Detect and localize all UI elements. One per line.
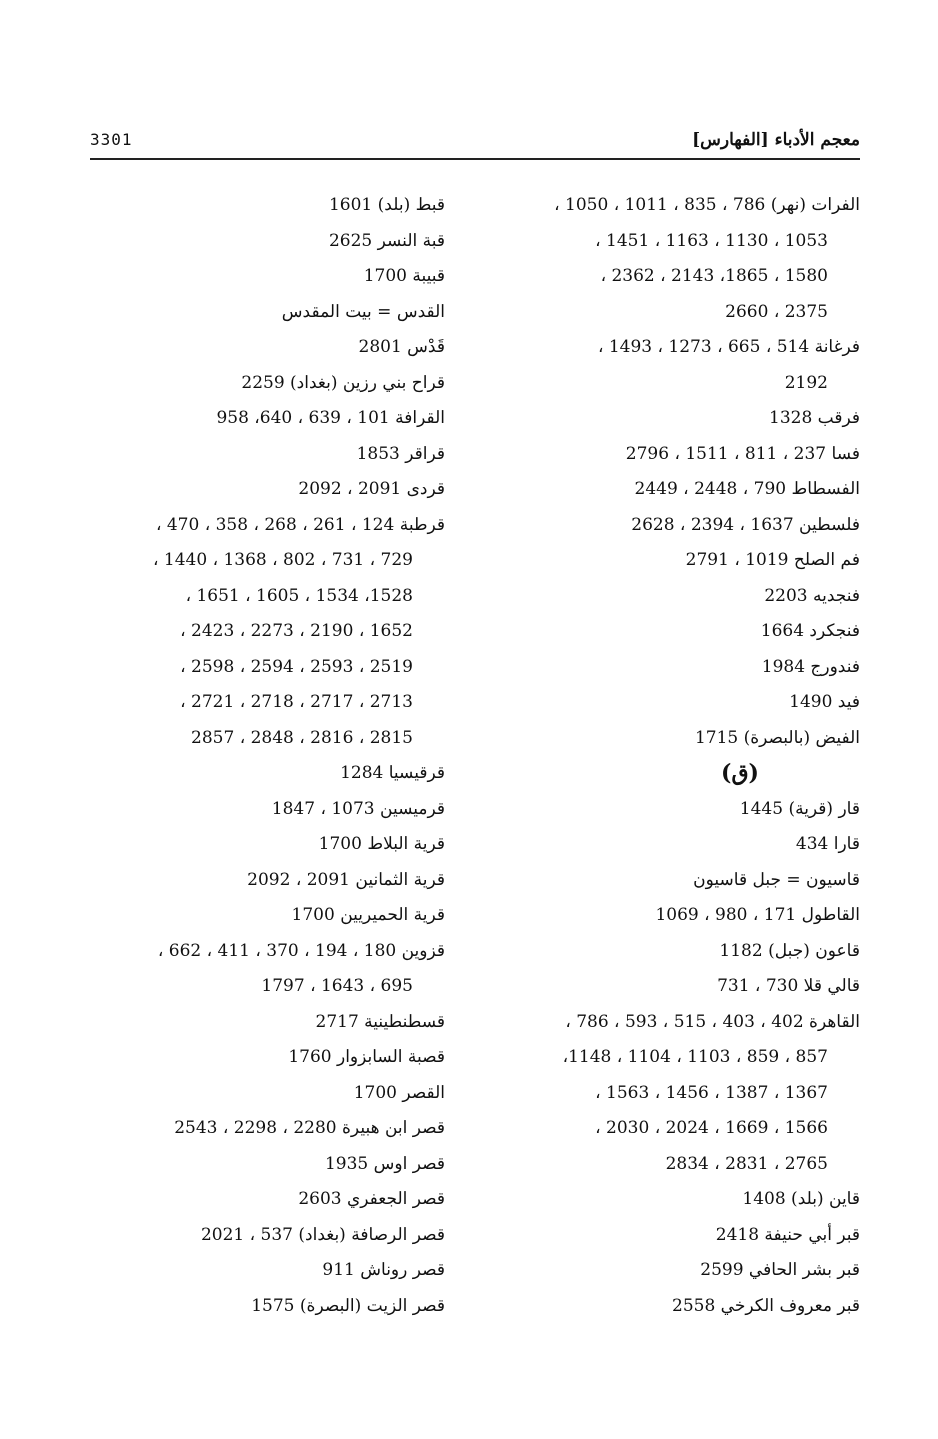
index-entry: قصر الزيت (البصرة) 1575 bbox=[251, 1295, 445, 1316]
index-entry: قصر ابن هبيرة 2280 ، 2298 ، 2543 bbox=[174, 1118, 445, 1138]
index-entry: قبط (بلد) 1601 bbox=[328, 195, 445, 215]
index-entry: القاطول 171 ، 980 ، 1069 bbox=[655, 905, 860, 925]
index-entry: قاعون (جبل) 1182 bbox=[719, 940, 860, 961]
index-entry: قسطنطينية 2717 bbox=[315, 1011, 445, 1032]
index-column-left bbox=[75, 188, 445, 1324]
index-entry: قبر بشر الحافي 2599 bbox=[700, 1260, 860, 1280]
index-entry-continuation: 2375 ، 2660 bbox=[725, 301, 828, 322]
index-entry: قبر أبي حنيفة 2418 bbox=[715, 1224, 860, 1245]
book-title: معجم الأدباء [الفهارس] bbox=[692, 130, 860, 150]
index-entry: فلسطين 1637 ، 2394 ، 2628 bbox=[631, 514, 860, 535]
index-entry: فرقب 1328 bbox=[769, 408, 860, 428]
index-entry: الفرات (نهر) 786 ، 835 ، 1011 ، 1050 ، bbox=[554, 195, 860, 215]
page-header bbox=[90, 124, 860, 160]
index-column-right bbox=[490, 188, 860, 1324]
index-entry: قرية الحميريين 1700 bbox=[291, 905, 445, 925]
index-entry: فندورج 1984 bbox=[761, 656, 860, 677]
index-entry-continuation: 2192 bbox=[784, 372, 828, 393]
index-entry: قرقيسيا 1284 bbox=[340, 763, 445, 783]
section-letter-heading: (ق) bbox=[721, 760, 759, 786]
index-entry: فسا 237 ، 811 ، 1511 ، 2796 bbox=[625, 443, 860, 464]
index-entry: الفيض (بالبصرة) 1715 bbox=[694, 727, 860, 748]
index-entry-continuation: 2519 ، 2593 ، 2594 ، 2598 ، bbox=[180, 656, 413, 677]
index-entry-continuation: 2713 ، 2717 ، 2718 ، 2721 ، bbox=[180, 692, 413, 712]
index-entry-continuation: 1580 ، 1865، 2143 ، 2362 ، bbox=[600, 266, 828, 286]
index-entry-continuation: 729 ، 731 ، 802 ، 1368 ، 1440 ، bbox=[153, 550, 413, 570]
index-entry-continuation: 1367 ، 1387 ، 1456 ، 1563 ، bbox=[595, 1082, 828, 1103]
index-entry: قاسيون = جبل قاسيون bbox=[693, 869, 860, 890]
index-entry-continuation: 2765 ، 2831 ، 2834 bbox=[665, 1153, 828, 1174]
index-entry: القاهرة 402 ، 403 ، 515 ، 593 ، 786 ، bbox=[565, 1011, 860, 1032]
index-entry: قبة النسر 2625 bbox=[328, 230, 445, 251]
index-entry-continuation: 1053 ، 1130 ، 1163 ، 1451 ، bbox=[595, 230, 828, 251]
index-entry: قرية الثمانين 2091 ، 2092 bbox=[247, 869, 445, 890]
index-entry: فنجديه 2203 bbox=[764, 585, 860, 606]
index-entry: قصر الرصافة (بغداد) 537 ، 2021 bbox=[200, 1224, 445, 1245]
index-entry-continuation: 2815 ، 2816 ، 2848 ، 2857 bbox=[191, 727, 413, 748]
index-entry: قصر روناش 911 bbox=[322, 1260, 445, 1280]
index-entry: قبيبة 1700 bbox=[363, 266, 445, 286]
index-entry-continuation: 1566 ، 1669 ، 2024 ، 2030 ، bbox=[595, 1118, 828, 1138]
index-entry: قاين (بلد) 1408 bbox=[742, 1189, 860, 1209]
index-entry: قرية البلاط 1700 bbox=[318, 834, 445, 854]
index-entry: قبر معروف الكرخي 2558 bbox=[672, 1295, 860, 1316]
index-entry-continuation: 1528، 1534 ، 1605 ، 1651 ، bbox=[185, 585, 413, 606]
index-entry-continuation: 695 ، 1643 ، 1797 bbox=[261, 976, 413, 996]
index-entry: فنجكرد 1664 bbox=[760, 621, 860, 641]
index-entry: قردى 2091 ، 2092 bbox=[298, 479, 445, 499]
index-entry: قزوين 180 ، 194 ، 370 ، 411 ، 662 ، bbox=[157, 940, 445, 961]
index-entry: القصر 1700 bbox=[353, 1082, 445, 1103]
index-entry-continuation: 857 ، 859 ، 1103 ، 1104 ، 1148، bbox=[562, 1047, 828, 1067]
index-entry: قصبة السابزوار 1760 bbox=[288, 1047, 445, 1067]
index-entry: القدس = بيت المقدس bbox=[281, 301, 445, 322]
page-number: 3301 bbox=[90, 130, 133, 149]
index-entry: قراقر 1853 bbox=[356, 443, 445, 464]
index-entry: قرميسين 1073 ، 1847 bbox=[271, 798, 445, 819]
index-entry: فرغانة 514 ، 665 ، 1273 ، 1493 ، bbox=[597, 337, 860, 357]
index-entry: فم الصلح 1019 ، 2791 bbox=[685, 550, 860, 570]
index-entry: قالي قلا 730 ، 731 bbox=[717, 976, 860, 996]
index-entry: قارا 434 bbox=[795, 834, 860, 854]
index-entry: قصر اوس 1935 bbox=[324, 1153, 445, 1174]
index-entry: قَدْس 2801 bbox=[358, 337, 445, 357]
index-entry: قرطبة 124 ، 261 ، 268 ، 358 ، 470 ، bbox=[155, 514, 445, 535]
index-entry: القرافة 101 ، 639 ، 640، 958 bbox=[216, 408, 445, 428]
index-entry: قراح بني رزين (بغداد) 2259 bbox=[241, 372, 445, 393]
index-entry: الفسطاط 790 ، 2448 ، 2449 bbox=[634, 479, 860, 499]
index-entry: قصر الجعفري 2603 bbox=[298, 1189, 445, 1209]
index-entry-continuation: 1652 ، 2190 ، 2273 ، 2423 ، bbox=[180, 621, 413, 641]
index-entry: قار (قرية) 1445 bbox=[739, 798, 860, 819]
index-entry: فيد 1490 bbox=[789, 692, 860, 712]
